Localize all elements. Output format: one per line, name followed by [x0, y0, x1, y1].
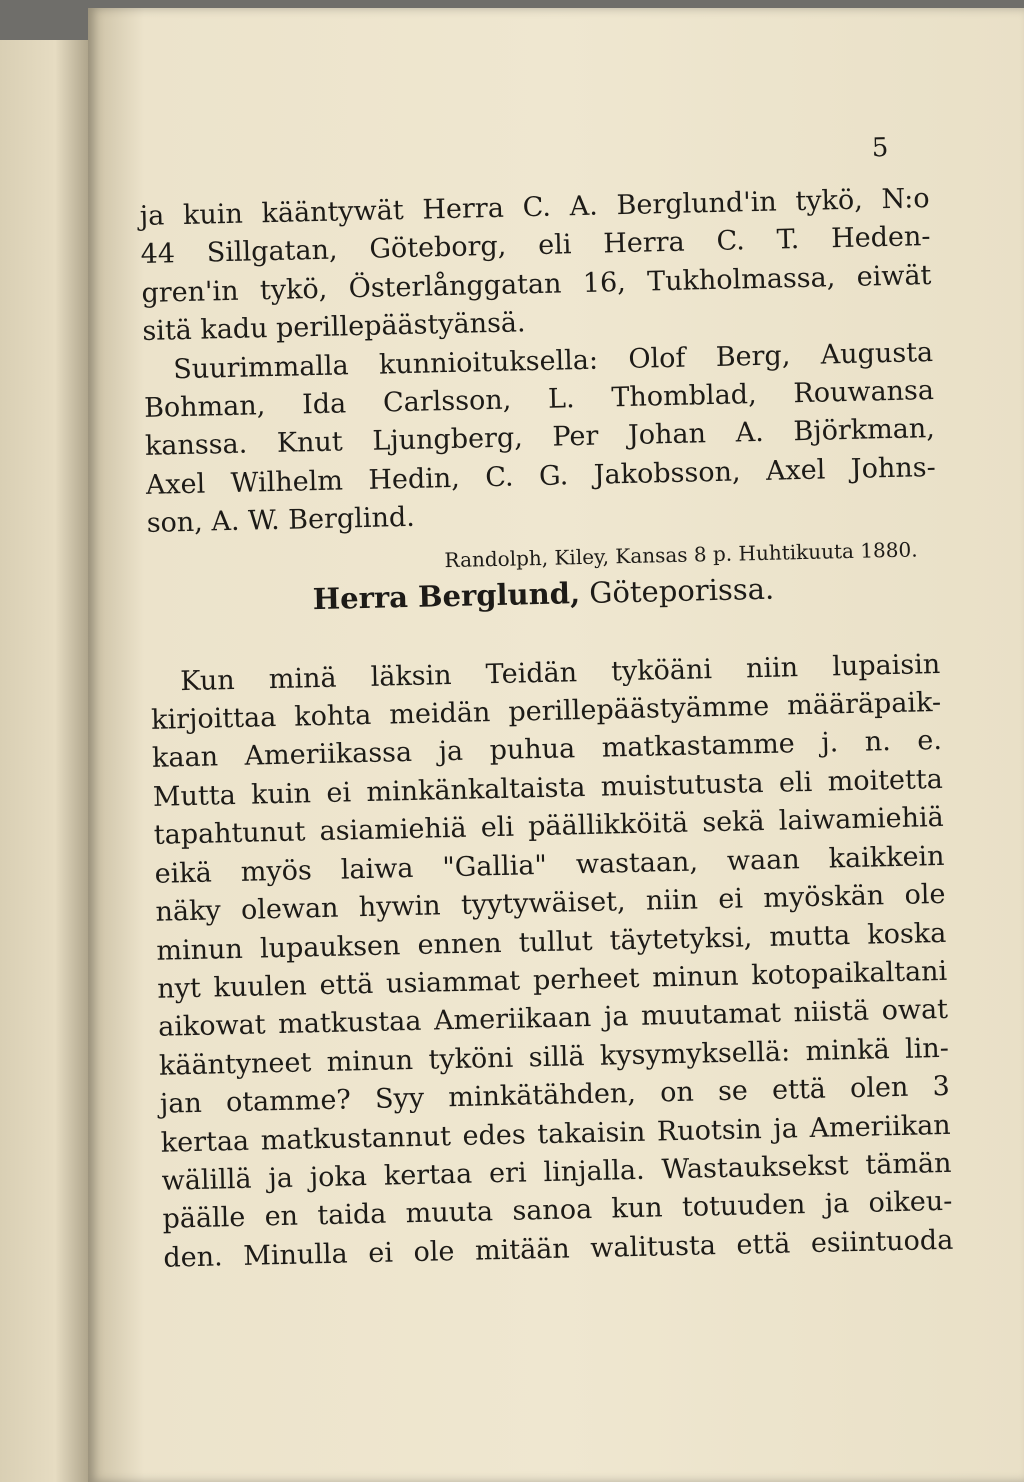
text-line: kaan Ameriikassa ja puhua matkastamme j. n. e. [151, 725, 943, 775]
text-line: den. Minulla ei ole mitään walitusta että esiintuoda [163, 1224, 954, 1274]
page-content [138, 120, 954, 1278]
paragraph-letter-body [150, 646, 954, 1278]
text-line: nyt kuulen että usiammat perheet minun kotopaikaltani [156, 955, 948, 1005]
book-page [88, 8, 1024, 1482]
text-line: näky olewan hywin tyytywäiset, niin ei myöskän ole [155, 878, 946, 928]
text-line: Suurimmalla kunnioituksella: Olof Berg, Augusta [172, 336, 934, 385]
text-line: Bohman, Ida Carlsson, L. Thomblad, Rouwansa [143, 375, 935, 424]
text-line: päälle en taida muuta sanoa kun totuuden ja oikeu- [162, 1186, 953, 1236]
text-line: son, A. W. Berglind. [146, 502, 416, 540]
text-line: kirjoittaa kohta meidän perillepäästyämme määräpaik- [150, 686, 942, 736]
text-line: 44 Sillgatan, Göteborg, eli Herra C. T. Heden- [140, 221, 931, 271]
text-line: gren'in tykö, Österlånggatan 16, Tukholmassa, eiwät [141, 259, 932, 309]
text-line: Mutta kuin ei minkänkaltaista muistutusta eli moitetta [152, 763, 944, 813]
text-line: Kun minä läksin Teidän tyköäni niin lupaisin [179, 648, 941, 697]
text-line: eikä myös laiwa "Gallia" wastaan, waan kaikkein [154, 840, 945, 890]
salutation-place: Göteporissa. [588, 571, 775, 610]
paragraph-signatures [143, 334, 937, 544]
page-number: 5 [871, 132, 889, 164]
text-line: Axel Wilhelm Hedin, C. G. Jakobsson, Axel Johns- [145, 451, 937, 501]
paragraph-travel-route [139, 180, 932, 352]
text-line: aikowat matkustaa Ameriikaan ja muutamat niistä owat [157, 994, 949, 1044]
text-line: ja kuin kääntywät Herra C. A. Berglund'in tykö, N:o [139, 183, 930, 232]
text-line: wälillä ja joka kertaa eri linjalla. Wastauksekst tämän [161, 1147, 952, 1197]
text-line: kääntyneet minun tyköni sillä kysymyksellä: minkä lin- [158, 1032, 950, 1082]
text-line: minun lupauksen ennen tullut täytetyksi, mutta koska [156, 917, 947, 967]
text-line: tapahtunut asiamiehiä eli päällikköitä sekä laiwamiehiä [153, 802, 944, 852]
text-line: jan otamme? Syy minkätähden, on se että olen 3 [159, 1070, 951, 1120]
facing-page-edge [0, 40, 92, 1482]
text-line: kanssa. Knut Ljungberg, Per Johan A. Björkman, [144, 413, 936, 463]
letter-dateline: Randolph, Kiley, Kansas 8 p. Huhtikuuta 1880. [444, 537, 918, 572]
text-line: kertaa matkustannut edes takaisin Ruotsin ja Ameriikan [160, 1109, 951, 1159]
salutation-name: Herra Berglund, [312, 575, 581, 616]
text-line: sitä kadu perillepäästyänsä. [142, 307, 526, 348]
